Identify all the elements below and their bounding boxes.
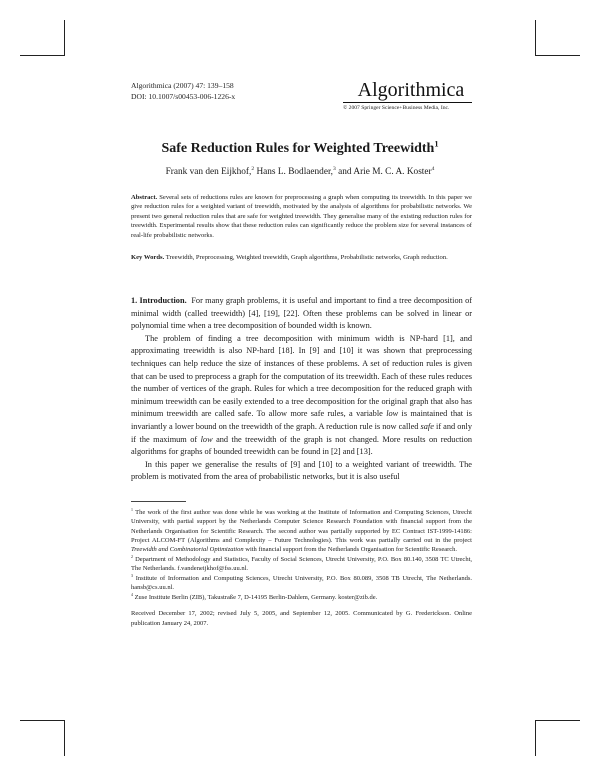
section-introduction [131, 295, 472, 484]
crop-mark-top-right-horizontal [536, 55, 580, 56]
paragraph: In this paper we generalise the results of [9] and [10] to a weighted variant of treewidth. The problem is motivated from the area of probabilistic networks, but it is also useful [131, 459, 472, 482]
crop-mark-top-left-horizontal [20, 55, 64, 56]
footnote: $^4$ Zuse Institute Berlin (ZIB), Takustraße 7, D-14195 Berlin-Dahlem, Germany. koster@zib.de. [131, 593, 378, 602]
doi: DOI: 10.1007/s00453-006-1226-x [131, 92, 236, 101]
crop-mark-bottom-right-horizontal [536, 720, 580, 721]
crop-mark-top-left-vertical [64, 20, 65, 56]
copyright-symbol: © [343, 105, 348, 111]
author: Hans L. Bodlaender, [256, 167, 334, 177]
footnote: $^2$ Department of Methodology and Statistics, Faculty of Social Sciences, Utrecht University, P.O. Box 80.140, 3508 TC Utrecht, The Netherlands. f.vandeneijkhof@fss.uu.nl. [131, 554, 472, 573]
paragraph: 1. Introduction. For many graph problems, it is useful and important to find a tree decomposition of minimal width (called treewidth) [4], [19], [22]. Often these problems can be solved in linear or polynomial time when a tree decomposition of bounded width is known. [131, 296, 472, 331]
paragraph: The problem of finding a tree decomposition with minimum width is NP-hard [1], and approximating treewidth is also NP-hard [18]. In [9] and [10] it was shown that preprocessing techniques can help reduce the size of instances of these problems. A set of reduction rules is given that can be used to preprocess a graph for the computation of its treewidth. Each of these rules reduces the number of vertices of the graph. Rules for which a tree decomposition for the reduced graph with minimum treewidth can be easily extended to a tree decomposition for the original graph that also has minimum treewidth are called safe. To allow more safe rules, a variable low is maintained that is invariantly a lower bound on the treewidth of the graph. A reduction rule is now called safe if and only if the maximum of low and the treewidth of the graph is not changed. More results on reduction algorithms for graphs of bounded treewidth can be found in [2] and [13]. [131, 333, 473, 457]
term-safe: safe [420, 421, 434, 431]
footnotes [131, 508, 472, 629]
crop-mark-top-right-vertical [535, 20, 536, 56]
author-footnote-mark: 4 [431, 165, 435, 172]
author-list [100, 166, 500, 178]
footnote: $^1$ The work of the first author was done while he was working at the Institute of Information and Computing Sciences, Utrecht University, with partial support by the Netherlands Computer Science Research Foundation with financial support from the Netherlands Organisation for Scientific Research. The second author was partially supported by EC Contract IST-1999-14186: Project ALCOM-FT (Algorithms and Complexity – Future Technologies). This work was partially carried out in the project Treewidth and Combinatorial Optimization with financial support from the Netherlands Organisation for Scientific Research. [131, 507, 472, 554]
abstract-text: Several sets of reductions rules are known for preprocessing a graph when computing its treewidth. In this paper we give reduction rules for a weighted variant of treewidth, motivated by the analysis of algorithms for probabilistic networks. We present two general reduction rules that are safe for weighted treewidth. They generalise many of the existing reduction rules for treewidth. Experimental results show that these reduction rules can significantly reduce the problem size for several instances of real-life probabilistic networks. [131, 194, 472, 239]
crop-mark-bottom-left-horizontal [20, 720, 64, 721]
term-low: low [386, 409, 399, 419]
author: Frank van den Eijkhof, [165, 167, 252, 177]
author-footnote-mark: 2 [251, 165, 255, 172]
keywords-text: Treewidth, Preprocessing, Weighted treewidth, Graph algorithms, Probabilistic networks, Graph reduction. [165, 254, 448, 261]
journal-rule [343, 102, 472, 103]
author-footnote-mark: 3 [333, 165, 336, 172]
crop-mark-bottom-left-vertical [64, 720, 65, 756]
crop-mark-bottom-right-vertical [535, 720, 536, 756]
received-note: Received December 17, 2002; revised July 5, 2005, and September 12, 2005. Communicated by G. Frederickson. Online publication January 24, 2007. [131, 610, 472, 627]
journal-citation: Algorithmica (2007) 47: 139–158 [131, 81, 234, 90]
abstract [131, 193, 472, 240]
journal-citation-block [131, 80, 235, 102]
title-footnote-mark: 1 [434, 139, 439, 149]
copyright-line [343, 104, 472, 112]
copyright-text: 2007 Springer Science+Business Media, Inc. [348, 105, 450, 111]
footnote-rule [131, 501, 186, 502]
footnote: $^3$ Institute of Information and Computing Sciences, Utrecht University, P.O. Box 80.089, 3508 TB Utrecht, The Netherlands. hansb@cs.uu.nl. [131, 573, 472, 592]
keywords-label: Key Words. [131, 254, 165, 261]
abstract-label: Abstract. [131, 194, 158, 201]
journal-name: Algorithmica [357, 79, 465, 101]
section-heading: 1. Introduction. [131, 296, 187, 305]
keywords [131, 253, 472, 262]
author: and Arie M. C. A. Koster [338, 167, 432, 177]
term-low: low [200, 434, 213, 444]
paper-title: Safe Reduction Rules for Weighted Treewidth$^1$ [161, 139, 439, 156]
